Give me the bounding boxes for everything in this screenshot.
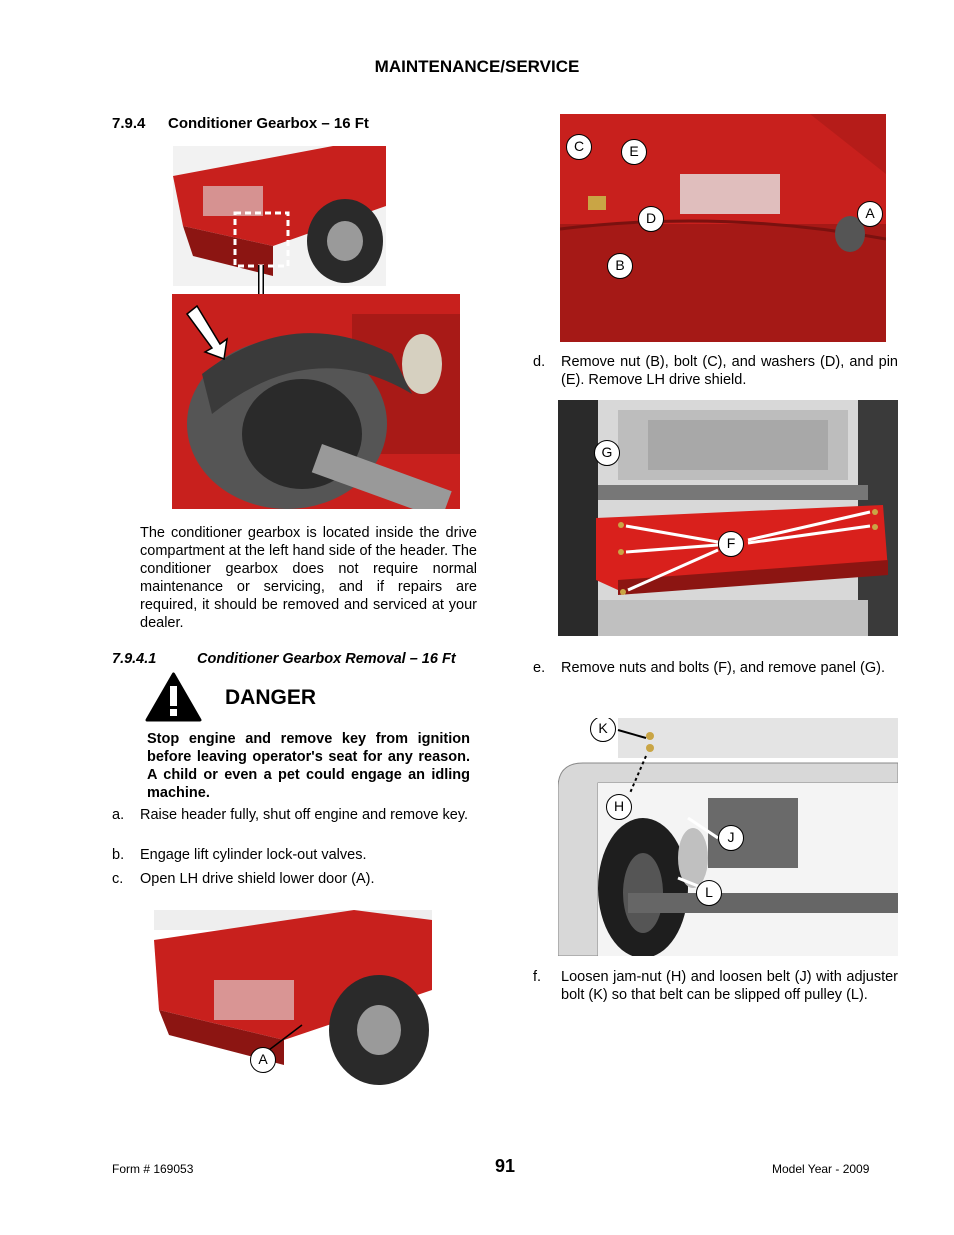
callout-c: C [566,134,592,160]
form-number: Form # 169053 [112,1162,194,1176]
belt-image [558,718,898,956]
drive-shield-image [560,114,886,342]
step-d [533,353,898,389]
callout-a: A [250,1047,276,1073]
lower-door-image [154,910,432,1085]
intro-paragraph: The conditioner gearbox is located inside the drive compartment at the left hand side of the header. The conditioner gearbox does not require normal maintenance or servicing, and if repairs are required, it should be removed and serviced at your dealer. [140,525,477,631]
step-label: a. [112,807,125,823]
danger-text: Stop engine and remove key from ignition before leaving operator's seat for any reason. A child or even a pet could engage an idling machine. [147,731,470,801]
page-header: MAINTENANCE/SERVICE [374,57,580,76]
step-text: Raise header fully, shut off engine and remove key. [140,807,469,823]
section-title: Conditioner Gearbox – 16 Ft [168,115,369,132]
step-label: c. [112,871,124,887]
callout-j: J [718,825,744,851]
step-b [112,846,477,864]
header-overview-image [173,146,386,286]
panel-image [558,400,898,636]
step-text: Engage lift cylinder lock-out valves. [140,847,367,863]
gearbox-closeup-image [172,294,460,509]
callout-e: E [621,139,647,165]
step-f [533,968,898,1022]
callout-a-shield: A [857,201,883,227]
step-e [533,659,898,695]
callout-b: B [607,253,633,279]
callout-k: K [590,718,616,742]
step-text: Open LH drive shield lower door (A). [140,871,375,887]
step-c [112,870,477,888]
callout-h: H [606,794,632,820]
step-label: f. [533,969,542,985]
step-text: Loosen jam-nut (H) and loosen belt (J) with adjuster bolt (K) so that belt can be slipped off pulley (L). [561,969,898,1003]
step-text: Remove nuts and bolts (F), and remove panel (G). [561,660,885,676]
danger-title: DANGER [225,686,317,709]
subsection-title: Conditioner Gearbox Removal – 16 Ft [197,651,456,667]
page-number: 91 [494,1156,516,1176]
step-a [112,806,477,842]
section-number: 7.9.4 [112,115,146,132]
step-text: Remove nut (B), bolt (C), and washers (D), and pin (E). Remove LH drive shield. [561,354,898,388]
step-label: b. [112,847,125,863]
step-label: d. [533,354,546,370]
step-label: e. [533,660,546,676]
subsection-number: 7.9.4.1 [112,651,157,667]
model-year: Model Year - 2009 [772,1162,870,1176]
danger-warning-icon [145,672,202,722]
callout-g: G [594,440,620,466]
callout-f: F [718,531,744,557]
callout-d: D [638,206,664,232]
callout-l: L [696,880,722,906]
